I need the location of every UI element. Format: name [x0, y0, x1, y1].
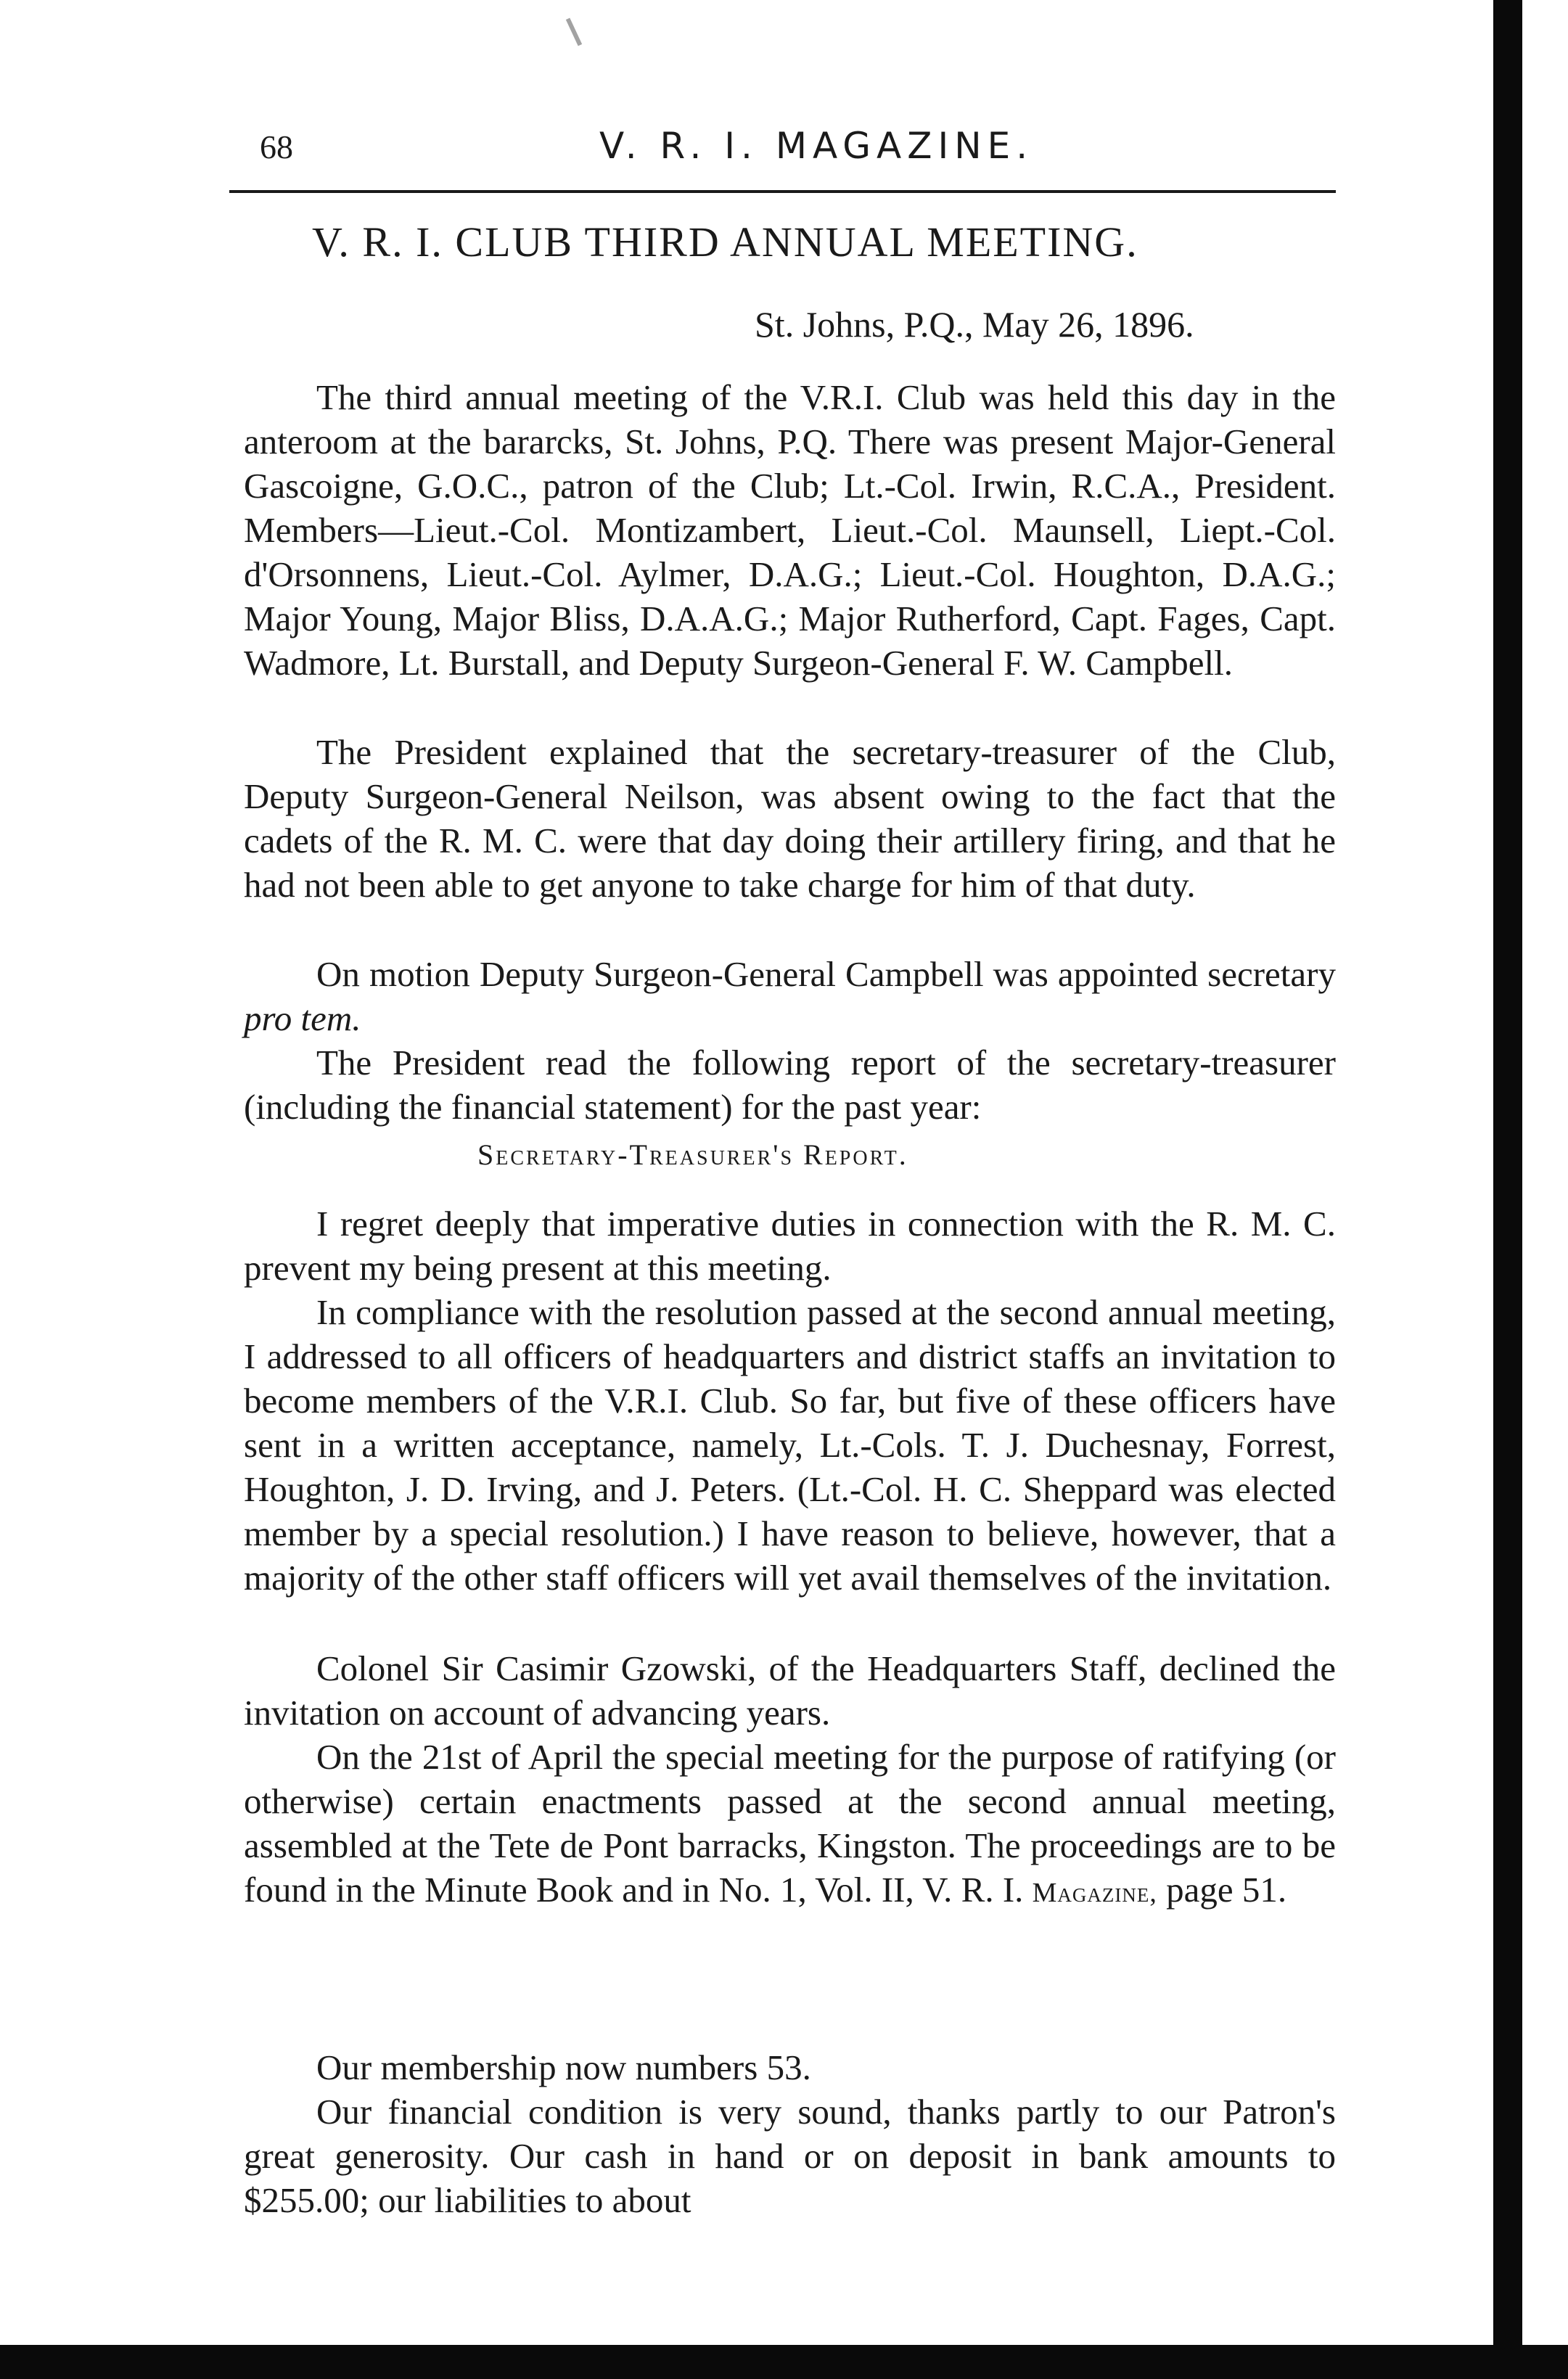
- special-meeting-text: On the 21st of April the special meeting for the purpose of ratifying (or otherwise) certain enactments passed at the second annual meeting, assembled at the Tete de Pont barracks, Kingston. The proceedings are to be found in the Minute Book and in No. 1, Vol. II, V. R. I.: [244, 1737, 1336, 1910]
- section-heading: [477, 1138, 908, 1172]
- paragraph-absence: The President explained that the secretary-treasurer of the Club, Deputy Surgeon-General Neilson, was absent owing to the fact that the cadets of the R. M. C. were that day doing their artillery firing, and that he had not been able to get anyone to take charge for him of that duty.: [244, 732, 1336, 905]
- dateline: St. Johns, P.Q., May 26, 1896.: [755, 304, 1194, 345]
- article-title: V. R. I. CLUB THIRD ANNUAL MEETING.: [312, 218, 1138, 266]
- paragraph-invitation: In compliance with the resolution passed at the second annual meeting, I addressed to all officers of headquarters and district staffs an invitation to become members of the V.R.I. Club. So far, but five of these officers have sent in a written acceptance, namely, Lt.-Cols. T. J. Duchesnay, Forrest, Houghton, J. D. Irving, and J. Peters. (Lt.-Col. H. C. Sheppard was elected member by a special resolution.) I have reason to believe, however, that a majority of the other staff officers will yet avail themselves of the invitation.: [244, 1292, 1336, 1598]
- paragraph-attendance: The third annual meeting of the V.R.I. Club was held this day in the anteroom at the bararcks, St. Johns, P.Q. There was present Major-General Gascoigne, G.O.C., patron of the Club; Lt.-Col. Irwin, R.C.A., President. Members—Lieut.-Col. Montizambert, Lieut.-Col. Maunsell, Liept.-Col. d'Orsonnens, Lieut.-Col. Aylmer, D.A.G.; Lieut.-Col. Houghton, D.A.G.; Major Young, Major Bliss, D.A.A.G.; Major Rutherford, Capt. Fages, Capt. Wadmore, Lt. Burstall, and Deputy Surgeon-General F. W. Campbell.: [244, 377, 1336, 683]
- paragraph-motion: [244, 952, 1336, 1040]
- scan-speck: [566, 18, 582, 46]
- paragraph-regret: I regret deeply that imperative duties in connection with the R. M. C. prevent my being present at this meeting.: [244, 1204, 1336, 1288]
- scan-border-bottom: [0, 2345, 1568, 2379]
- running-title: V. R. I. MAGAZINE.: [599, 125, 1034, 167]
- motion-italic: pro tem.: [244, 998, 361, 1038]
- paragraph-membership: Our membership now numbers 53.: [316, 2047, 811, 2087]
- motion-text: On motion Deputy Surgeon-General Campbell was appointed secretary: [316, 954, 1336, 994]
- header-rule: [229, 190, 1336, 193]
- paragraph-gzowski: Colonel Sir Casimir Gzowski, of the Headquarters Staff, declined the invitation on account of advancing years.: [244, 1648, 1336, 1733]
- paragraph-finance: Our financial condition is very sound, thanks partly to our Patron's great generosity. Our cash in hand or on deposit in bank amounts to $255.00; our liabilities to about: [244, 2092, 1336, 2220]
- paragraph-special-meeting: [244, 1735, 1336, 1915]
- paragraph-report-intro: The President read the following report of the secretary-treasurer (including the financial statement) for the past year:: [244, 1043, 1336, 1127]
- scan-border-right: [1493, 0, 1522, 2379]
- magazine-smallcaps: Magazine,: [1032, 1878, 1157, 1908]
- special-meeting-tail: page 51.: [1157, 1870, 1287, 1910]
- page-number: 68: [260, 128, 293, 165]
- section-heading-text: Secretary-Treasurer's Report.: [477, 1138, 908, 1171]
- page-header: [229, 122, 1336, 173]
